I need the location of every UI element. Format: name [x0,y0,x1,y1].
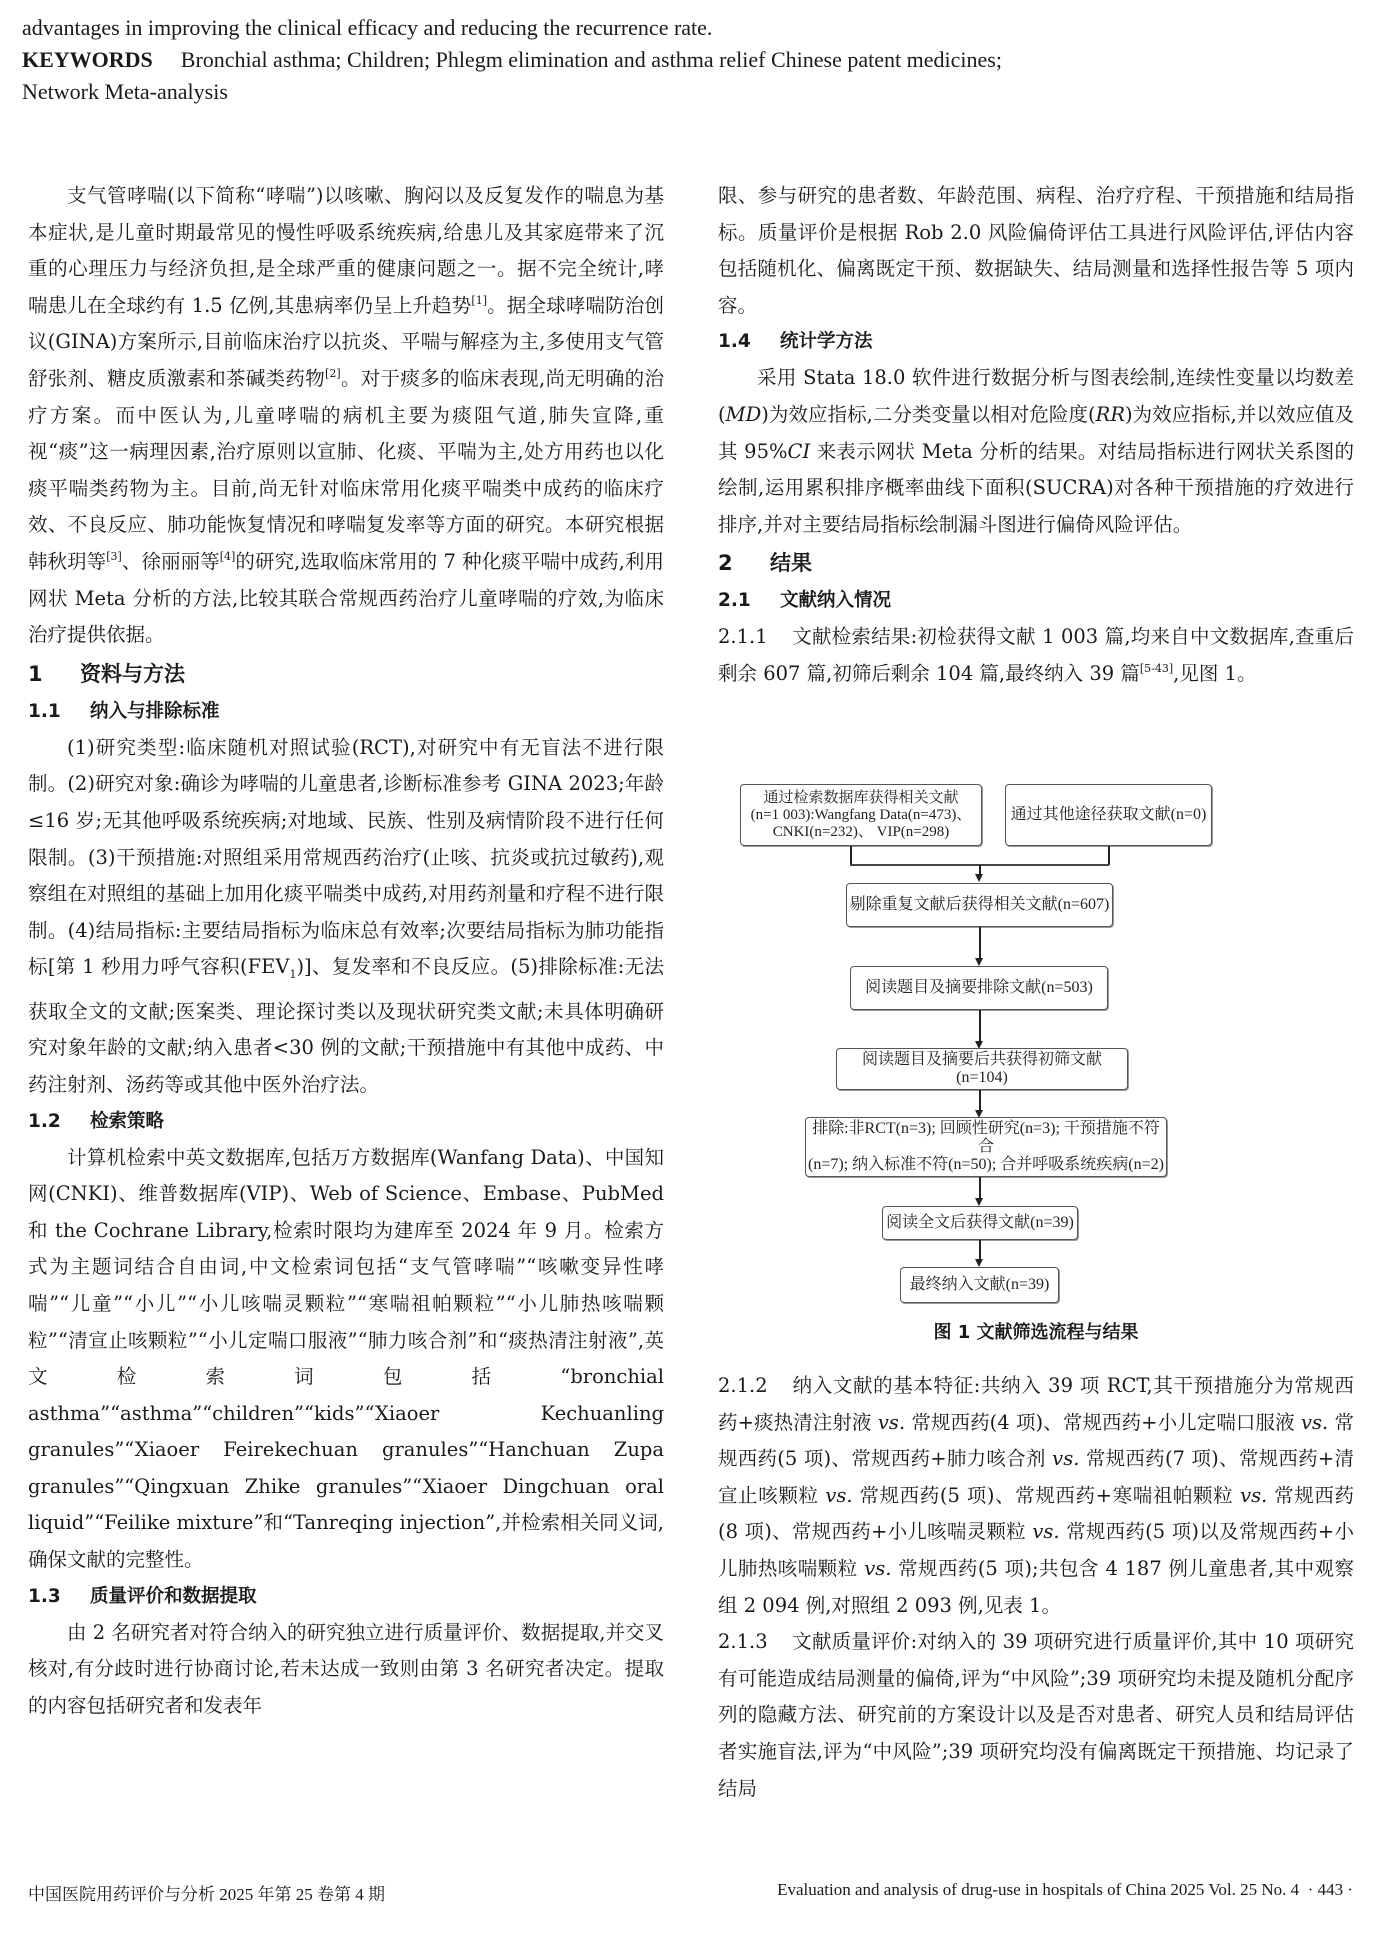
flow-box-other-sources [1005,784,1212,846]
right-column [718,178,1354,693]
flow-box-deduplicated [846,883,1113,927]
results-text: 文献检索结果:初检获得文献 1 003 篇,均来自中文数据库,查重后剩余 607 篇,初筛后剩余 104 篇,最终纳入 39 篇 [718,625,1354,685]
section-title: 结果 [770,551,812,576]
stats-text: )为效应指标,二分类变量以相对危险度( [761,402,1096,426]
arrow-down-icon [975,1259,983,1267]
keywords-list: Bronchial asthma; Children; Phlegm elimination and asthma relief Chinese patent medicines; [180,47,1002,72]
flow-text: 排除:非RCT(n=3); 回顾性研究(n=3); 干预措施不符合 [812,1120,1160,1155]
arrow-down-icon [975,958,983,966]
subsection-number: 2.1.3 [718,1630,768,1654]
section-heading-2 [718,543,1354,583]
intro-text: 、徐丽丽等 [121,549,220,573]
page-number: · 443 · [1307,1880,1353,1899]
vs-label: vs. [877,1410,906,1434]
vs-label: vs. [1032,1520,1060,1544]
section-title: 统计学方法 [780,331,873,353]
stats-abbrev: RR [1095,402,1126,426]
search-results-paragraph [718,619,1354,692]
intro-text: 支气管哮喘(以下简称“哮喘”)以咳嗽、胸闷以及反复发作的喘息为基本症状,是儿童时期最常见的慢性呼吸系统疾病,给患儿及其家庭带来了沉重的心理压力与经济负担,是全球严重的健康问题之一。据不完全统计,哮喘患儿在全球约有 1.5 亿例,其患病率仍呈上升趋势 [28,184,664,317]
flow-box-excluded-title [850,966,1108,1010]
stats-text: 采用 Stata 18.0 软件进行数据分析与图表绘制,连续性变量以均数差( [718,366,1354,426]
flow-box-exclusions [805,1117,1167,1177]
results-text: 常规西药(5 项);共包含 4 187 例儿童患者,其中观察组 2 094 例,对照组 2 093 例,见表 1。 [718,1556,1354,1617]
results-text: 文献质量评价:对纳入的 39 项研究进行质量评价,其中 10 项研究有可能造成结局测量的偏倚,评为“中风险”;39 项研究均未提及随机分配序列的隐藏方法、研究前的方案设计以及是否对患者、研究人员和结局评估者实施盲法,评为“中风险”;39 项研究均没有偏离既定干预措施、均记录了结局 [718,1630,1354,1800]
section-title: 检索策略 [90,1110,165,1132]
flow-text: (n=1 003):Wangfang Data(n=473)、 [750,806,972,823]
section-title: 质量评价和数据提取 [90,1585,257,1607]
citation-ref[interactable]: [4] [219,549,236,563]
section-number: 1.1 [28,700,61,722]
footer-journal-en-text: Evaluation and analysis of drug-use in hospitals of China 2025 Vol. 25 No. 4 [777,1880,1300,1899]
characteristics-paragraph [718,1368,1354,1624]
vs-label: vs. [1300,1410,1329,1434]
left-column [28,178,664,1724]
flow-text: 阅读全文后获得文献(n=39) [886,1214,1074,1231]
results-text: ,见图 1。 [1173,661,1257,685]
quality-assessment-paragraph [718,1624,1354,1807]
right-column-lower [718,1368,1354,1807]
section-title: 资料与方法 [80,661,185,686]
flow-text: 最终纳入文献(n=39) [909,1276,1050,1293]
flow-text: CNKI(n=232)、 VIP(n=298) [772,823,950,840]
keywords-line2: Network Meta-analysis [22,79,228,104]
abstract-tail: advantages in improving the clinical efficacy and reducing the recurrence rate. [22,15,713,40]
flow-text: 阅读题目及摘要排除文献(n=503) [865,979,1093,996]
section-heading-1-2 [28,1104,664,1140]
vs-label: vs. [864,1556,892,1580]
subsection-number: 2.1.1 [718,625,768,649]
flow-text: 通过检索数据库获得相关文献 [763,789,959,806]
flow-text: 阅读题目及摘要后共获得初筛文献(n=104) [861,1051,1102,1086]
section-heading-1 [28,654,664,694]
criteria-text: (1)研究类型:临床随机对照试验(RCT),对研究中有无盲法不进行限制。(2)研究对象:确诊为哮喘的儿童患者,诊断标准参考 GINA 2023;年龄≤16 岁;无其他呼吸系统疾病;对地域、民族、性别及病情阶段不进行任何限制。(3)干预措施:对照组采用常规西药治疗(止咳、抗炎或抗过敏药),观察组在对照组的基础上加用化痰平喘类中成药,对用药剂量和疗程不进行限制。(4)结局指标:主要结局指标为临床总有效率;次要结局指标为肺功能指标[第 1 秒用力呼气容积(FEV [28,735,664,979]
section-heading-1-3 [28,1579,664,1615]
results-text: 常规西药(5 项)、常规西药+肺力咳合剂 [718,1410,1355,1471]
quality-paragraph-part1: 由 2 名研究者对符合纳入的研究独立进行质量评价、数据提取,并交叉核对,有分歧时进行协商讨论,若未达成一致则由第 3 名研究者决定。提取的内容包括研究者和发表年 [28,1620,664,1717]
quality-paragraph-part2: 限、参与研究的患者数、年龄范围、病程、治疗疗程、干预措施和结局指标。质量评价是根据 Rob 2.0 风险偏倚评估工具进行风险评估,评估内容包括随机化、偏离既定干预、数据缺失、结局测量和选择性报告等 5 项内容。 [718,184,1354,317]
results-text: 常规西药(7 项)、常规西药+清宣止咳颗粒 [718,1447,1355,1507]
stats-abbrev: CI [787,439,811,463]
prisma-flowchart [720,770,1360,1310]
citation-ref[interactable]: [3] [106,549,122,563]
arrow-down-icon [975,1198,983,1206]
statistics-paragraph [718,360,1354,543]
flow-text: (n=7); 纳入标准不符(n=50); 合并呼吸系统疾病(n=2) [808,1156,1164,1173]
section-heading-1-4 [718,324,1354,360]
section-title: 文献纳入情况 [780,590,892,612]
section-heading-1-1 [28,694,664,730]
flow-box-prescreened [836,1048,1128,1090]
footer-journal-cn: 中国医院用药评价与分析 2025 年第 25 卷第 4 期 [28,1885,385,1904]
intro-text: 。据全球哮喘防治创议(GINA)方案所示,目前临床治疗以抗炎、平喘与解痉为主,多使用支气管舒张剂、糖皮质激素和茶碱类药物 [28,293,664,390]
results-text: 常规西药(8 项)、常规西药+小儿咳喘灵颗粒 [718,1483,1355,1544]
footer-journal-en [777,1880,1353,1900]
flow-box-final [900,1267,1059,1303]
intro-paragraph [28,178,664,654]
section-number: 1.2 [28,1110,61,1132]
stats-text: 来表示网状 Meta 分析的结果。对结局指标进行网状关系图的绘制,运用累积排序概率曲线下面积(SUCRA)对各种干预措施的疗效进行排序,并对主要结局指标绘制漏斗图进行偏倚风险评估。 [718,439,1354,536]
results-text: 常规西药(5 项)、常规西药+寒喘祖帕颗粒 [852,1483,1241,1507]
criteria-text: )]、复发率和不良反应。(5)排除标准:无法获取全文的文献;医案类、理论探讨类以及现状研究类文献;未具体明确研究对象年龄的文献;纳入患者<30 例的文献;干预措施中有其他中成药、中药注射剂、汤药等或其他中医外治疗法。 [28,955,664,1096]
flow-box-database-search [740,784,982,846]
section-heading-2-1 [718,583,1354,619]
connector-line [979,927,981,962]
stats-text: )为效应指标,并以效应值及其 95% [718,402,1354,463]
vs-label: vs. [1052,1447,1080,1471]
flow-text: 剔除重复文献后获得相关文献(n=607) [849,896,1110,913]
section-number: 1.3 [28,1585,61,1607]
citation-ref[interactable]: [2] [325,366,341,380]
results-text: 常规西药(5 项)以及常规西药+小儿肺热咳喘颗粒 [718,1520,1355,1580]
citation-ref[interactable]: [5-43] [1139,661,1174,675]
results-text: 纳入文献的基本特征:共纳入 39 项 RCT,其干预措施分为常规西药+痰热清注射液 [718,1374,1354,1434]
stats-abbrev: MD [725,402,762,426]
criteria-paragraph [28,730,664,1104]
section-number: 2 [718,551,733,576]
section-number: 2.1 [718,590,751,612]
keywords-line [22,44,1352,76]
vs-label: vs. [825,1483,853,1507]
section-number: 1 [28,661,43,686]
results-text: 常规西药(4 项)、常规西药+小儿定喘口服液 [905,1410,1301,1434]
connector-line [1108,846,1110,865]
flow-box-fulltext [882,1206,1078,1240]
section-number: 1.4 [718,331,751,353]
section-title: 纳入与排除标准 [90,700,220,722]
subsection-number: 2.1.2 [718,1374,768,1397]
keywords-label: KEYWORDS [22,47,153,72]
arrow-down-icon [975,874,983,882]
flow-text: 通过其他途径获取文献(n=0) [1010,806,1207,823]
search-strategy-paragraph: 计算机检索中英文数据库,包括万方数据库(Wanfang Data)、中国知网(CNKI)、维普数据库(VIP)、Web of Science、Embase、PubMed 和 the Cochrane Library,检索时限均为建库至 2024 年 9 月。检索方式为主题词结合自由词,中文检索词包括“支气管哮喘”“咳嗽变异性哮喘”“儿童”“小儿”“小儿咳喘灵颗粒”“寒喘祖帕颗粒”“小儿肺热咳喘颗粒”“清宣止咳颗粒”“小儿定喘口服液”“肺力咳合剂”和“痰热清注射液”,英文检索词包括“bronchial asthma”“asthma”“children”“kids”“Xiaoer Kechuanling granules”“Xiaoer Feirekechuan granules”“Hanchuan Zupa granules”“Qingxuan Zhike granules”“Xiaoer Dingchuan oral liquid”“Feilike mixture”和“Tanreqing injection”,并检索相关同义词,确保文献的完整性。 [28,1145,664,1572]
connector-line [979,1010,981,1045]
intro-text: 的研究,选取临床常用的 7 种化痰平喘中成药,利用网状 Meta 分析的方法,比较其联合常规西药治疗儿童哮喘的疗效,为临床治疗提供依据。 [28,549,664,647]
intro-text: 。对于痰多的临床表现,尚无明确的治疗方案。而中医认为,儿童哮喘的病机主要为痰阻气道,肺失宣降,重视“痰”这一病理因素,治疗原则以宣肺、化痰、平喘为主,处方用药也以化痰平喘类药物为主。目前,尚无针对临床常用化痰平喘类中成药的临床疗效、不良反应、肺功能恢复情况和哮喘复发率等方面的研究。本研究根据韩秋玥等 [28,366,664,573]
figure-caption: 图 1 文献筛选流程与结果 [933,1322,1139,1343]
citation-ref[interactable]: [1] [471,293,487,307]
subscript: 1 [289,968,297,982]
vs-label: vs. [1240,1483,1268,1507]
connector-line [850,846,852,865]
